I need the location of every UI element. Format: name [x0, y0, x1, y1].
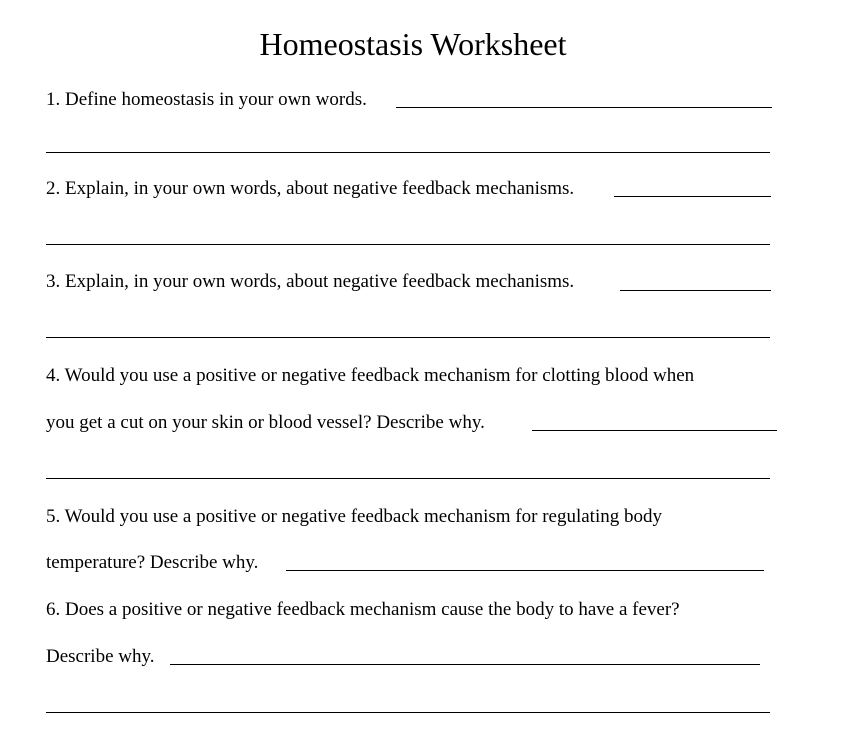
question-6-text-line-1: 6. Does a positive or negative feedback mechanism cause the body to have a fever? [46, 599, 680, 620]
question-2-text: 2. Explain, in your own words, about negative feedback mechanisms. [46, 178, 575, 199]
question-3-text: 3. Explain, in your own words, about negative feedback mechanisms. [46, 271, 575, 292]
page-title: Homeostasis Worksheet [259, 26, 567, 62]
question-6-answer-line-2[interactable] [46, 712, 770, 713]
question-4-answer-line[interactable] [532, 430, 777, 431]
question-2-answer-line[interactable] [614, 196, 771, 197]
question-1-answer-line[interactable] [396, 107, 772, 108]
question-6-answer-line[interactable] [170, 664, 760, 665]
question-5-text-line-2: temperature? Describe why. [46, 552, 259, 573]
question-1-text: 1. Define homeostasis in your own words. [46, 89, 367, 110]
question-4-text-line-2: you get a cut on your skin or blood vessel? Describe why. [46, 412, 485, 433]
question-4-text-line-1: 4. Would you use a positive or negative feedback mechanism for clotting blood when [46, 365, 695, 386]
question-1-answer-line-2[interactable] [46, 152, 770, 153]
question-2-answer-line-2[interactable] [46, 244, 770, 245]
question-4-answer-line-2[interactable] [46, 478, 770, 479]
question-6-text-line-2: Describe why. [46, 646, 155, 667]
question-3-answer-line-2[interactable] [46, 337, 770, 338]
question-5-text-line-1: 5. Would you use a positive or negative feedback mechanism for regulating body [46, 506, 662, 527]
question-3-answer-line[interactable] [620, 290, 771, 291]
question-5-answer-line[interactable] [286, 570, 764, 571]
